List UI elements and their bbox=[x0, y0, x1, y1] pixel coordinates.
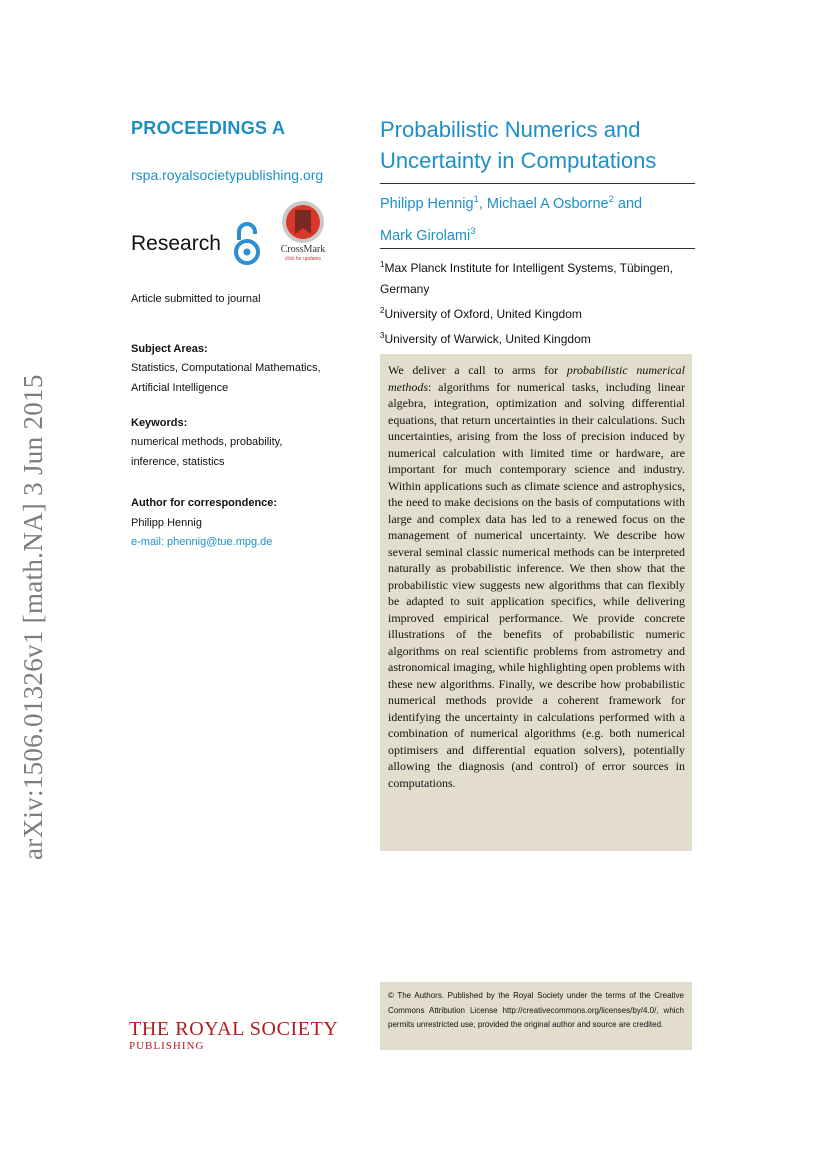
section-label: Research bbox=[131, 232, 221, 255]
abstract-emphasis: probabilistic numerical methods bbox=[388, 363, 686, 394]
author-separator: and bbox=[613, 195, 643, 212]
paper-title: Probabilistic Numerics and Uncertainty in Computations bbox=[380, 117, 657, 173]
affiliation-item bbox=[380, 300, 700, 325]
affiliation-text: University of Oxford, United Kingdom bbox=[384, 307, 582, 321]
arxiv-stamp: arXiv:1506.01326v1 [math.NA] 3 Jun 2015 bbox=[18, 374, 48, 860]
affiliation-text: University of Warwick, United Kingdom bbox=[384, 332, 591, 346]
open-access-icon bbox=[233, 220, 261, 266]
abstract-box bbox=[380, 354, 692, 851]
authors-divider bbox=[380, 248, 695, 249]
publisher-subname: PUBLISHING bbox=[129, 1040, 205, 1052]
crossmark-badge[interactable] bbox=[275, 200, 331, 266]
keywords-text: numerical methods, probability, inference, statistics bbox=[131, 436, 283, 468]
author-name: Philipp Hennig bbox=[380, 195, 474, 212]
affiliation-item bbox=[380, 254, 700, 300]
subject-areas-text: Statistics, Computational Mathematics, Artificial Intelligence bbox=[131, 362, 321, 394]
publisher-logo bbox=[129, 1018, 338, 1052]
crossmark-label: CrossMark bbox=[280, 244, 326, 255]
license-box bbox=[380, 982, 692, 1050]
author-separator: , bbox=[478, 195, 487, 212]
author-mark: 1 bbox=[473, 194, 479, 205]
author-name: Mark Girolami bbox=[380, 227, 471, 244]
affiliation-mark: 3 bbox=[380, 331, 385, 340]
affiliation-item bbox=[380, 325, 700, 350]
affiliation-mark: 2 bbox=[380, 306, 385, 315]
affiliation-mark: 1 bbox=[380, 260, 385, 269]
subject-areas-heading: Subject Areas: bbox=[131, 343, 208, 355]
title-divider bbox=[380, 183, 695, 184]
author-mark: 2 bbox=[608, 194, 614, 205]
license-text: © The Authors. Published by the Royal Society under the terms of the Creative Commons Attribution License http://creativecommons.org/licenses/by/4.0/, which permits unrestricted use, provided the original author and source are credited. bbox=[388, 991, 684, 1029]
author-name: Michael A Osborne bbox=[486, 195, 609, 212]
correspondence-name: Philipp Hennig bbox=[131, 517, 202, 529]
keywords-heading: Keywords: bbox=[131, 417, 188, 429]
publisher-name: THE ROYAL SOCIETY bbox=[129, 1018, 339, 1040]
author-mark: 3 bbox=[470, 225, 476, 237]
correspondence-heading: Author for correspondence: bbox=[131, 497, 278, 509]
abstract-body: : algorithms for numerical tasks, including linear algebra, integration, optimization and solving differential equations, that return uncertainties in their calculations. Such uncertainties, arising from the loss of precision induced by numerical calculation with limited time or hardware, are important for much contemporary science and industry. Within applications such as climate science and astrophysics, the need to make decisions on the basis of computations with large and complex data has led to a renewed focus on the management of numerical uncertainty. We describe how several seminal classic numerical methods can be interpreted naturally as probabilistic inference. We then show that the probabilistic view suggests new algorithms that can flexibly be adapted to suit application specifics, while delivering improved empirical performance. We provide concrete illustrations of the benefits of probabilistic numeric algorithms on real scientific problems from astrometry and astronomical imaging, while highlighting open problems with these new algorithms. Finally, we describe how probabilistic numerical methods provide a coherent framework for identifying the uncertainty in calculations performed with a combination of numerical algorithms (e.g. both numerical optimisers and differential equation solvers), potentially allowing the diagnosis (and control) of error sources in computations. bbox=[388, 379, 685, 790]
crossmark-icon bbox=[281, 200, 325, 244]
affiliation-text: Max Planck Institute for Intelligent Systems, Tübingen, Germany bbox=[380, 261, 674, 296]
abstract-text bbox=[388, 362, 685, 791]
crossmark-sublabel: click for updates bbox=[284, 256, 322, 262]
author-list bbox=[380, 186, 695, 250]
affiliation-list bbox=[380, 254, 700, 350]
correspondence-email-link[interactable]: e-mail: phennig@tue.mpg.de bbox=[131, 536, 273, 548]
journal-name: PROCEEDINGS A bbox=[131, 118, 286, 138]
abstract-lead: We deliver a call to arms for bbox=[388, 363, 567, 377]
journal-url-link[interactable]: rspa.royalsocietypublishing.org bbox=[131, 167, 324, 183]
submission-note: Article submitted to journal bbox=[131, 293, 261, 305]
